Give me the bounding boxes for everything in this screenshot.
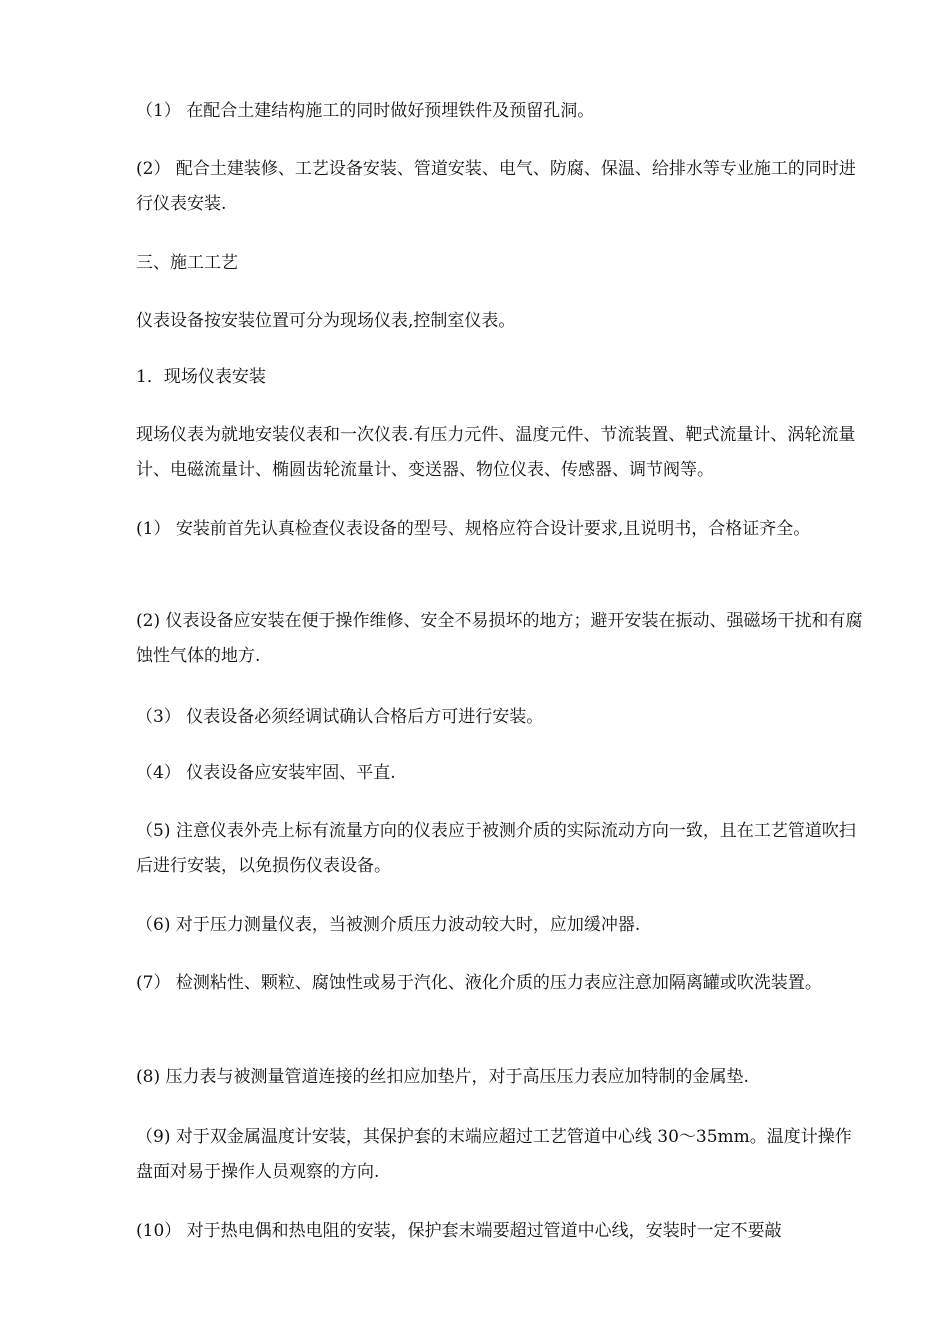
subsection-heading: 1．现场仪表安装 <box>136 367 266 387</box>
paragraph-item-8: （6) 对于压力测量仪表，当被测介质压力波动较大时，应加缓冲器. <box>136 915 641 935</box>
paragraph-item-1: （1） 在配合土建结构施工的同时做好预埋铁件及预留孔洞。 <box>136 101 595 121</box>
section-heading: 三、施工工艺 <box>136 253 238 273</box>
paragraph-item-2: (2） 配合土建装修、工艺设备安装、管道安装、电气、防腐、保温、给排水等专业施工的同时进行仪表安装. <box>136 159 856 214</box>
paragraph-item-3: (1） 安装前首先认真检查仪表设备的型号、规格应符合设计要求,且说明书，合格证齐全。 <box>136 519 811 539</box>
paragraph-item-4: (2) 仪表设备应安装在便于操作维修、安全不易损坏的地方；避开安装在振动、强磁场干扰和有腐蚀性气体的地方. <box>136 611 863 666</box>
paragraph-item-9: (7） 检测粘性、颗粒、腐蚀性或易于汽化、液化介质的压力表应注意加隔离罐或吹洗装置。 <box>136 973 822 993</box>
paragraph-item-11: （9) 对于双金属温度计安装，其保护套的末端应超过工艺管道中心线 30～35mm。温度计操作盘面对易于操作人员观察的方向. <box>136 1127 852 1182</box>
paragraph-description: 现场仪表为就地安装仪表和一次仪表.有压力元件、温度元件、节流装置、靶式流量计、涡轮流量计、电磁流量计、椭圆齿轮流量计、变送器、物位仪表、传感器、调节阀等。 <box>136 425 856 480</box>
paragraph-item-7: （5) 注意仪表外壳上标有流量方向的仪表应于被测介质的实际流动方向一致，且在工艺管道吹扫后进行安装，以免损伤仪表设备。 <box>136 821 856 876</box>
paragraph-item-6: （4） 仪表设备应安装牢固、平直. <box>136 763 396 783</box>
paragraph-item-5: （3） 仪表设备必须经调试确认合格后方可进行安装。 <box>136 707 544 727</box>
paragraph-item-12: (10） 对于热电偶和热电阻的安装，保护套末端要超过管道中心线，安装时一定不要敲 <box>136 1221 782 1241</box>
paragraph-item-10: (8) 压力表与被测量管道连接的丝扣应加垫片，对于高压压力表应加特制的金属垫. <box>136 1067 749 1087</box>
paragraph-intro: 仪表设备按安装位置可分为现场仪表,控制室仪表。 <box>136 311 516 331</box>
